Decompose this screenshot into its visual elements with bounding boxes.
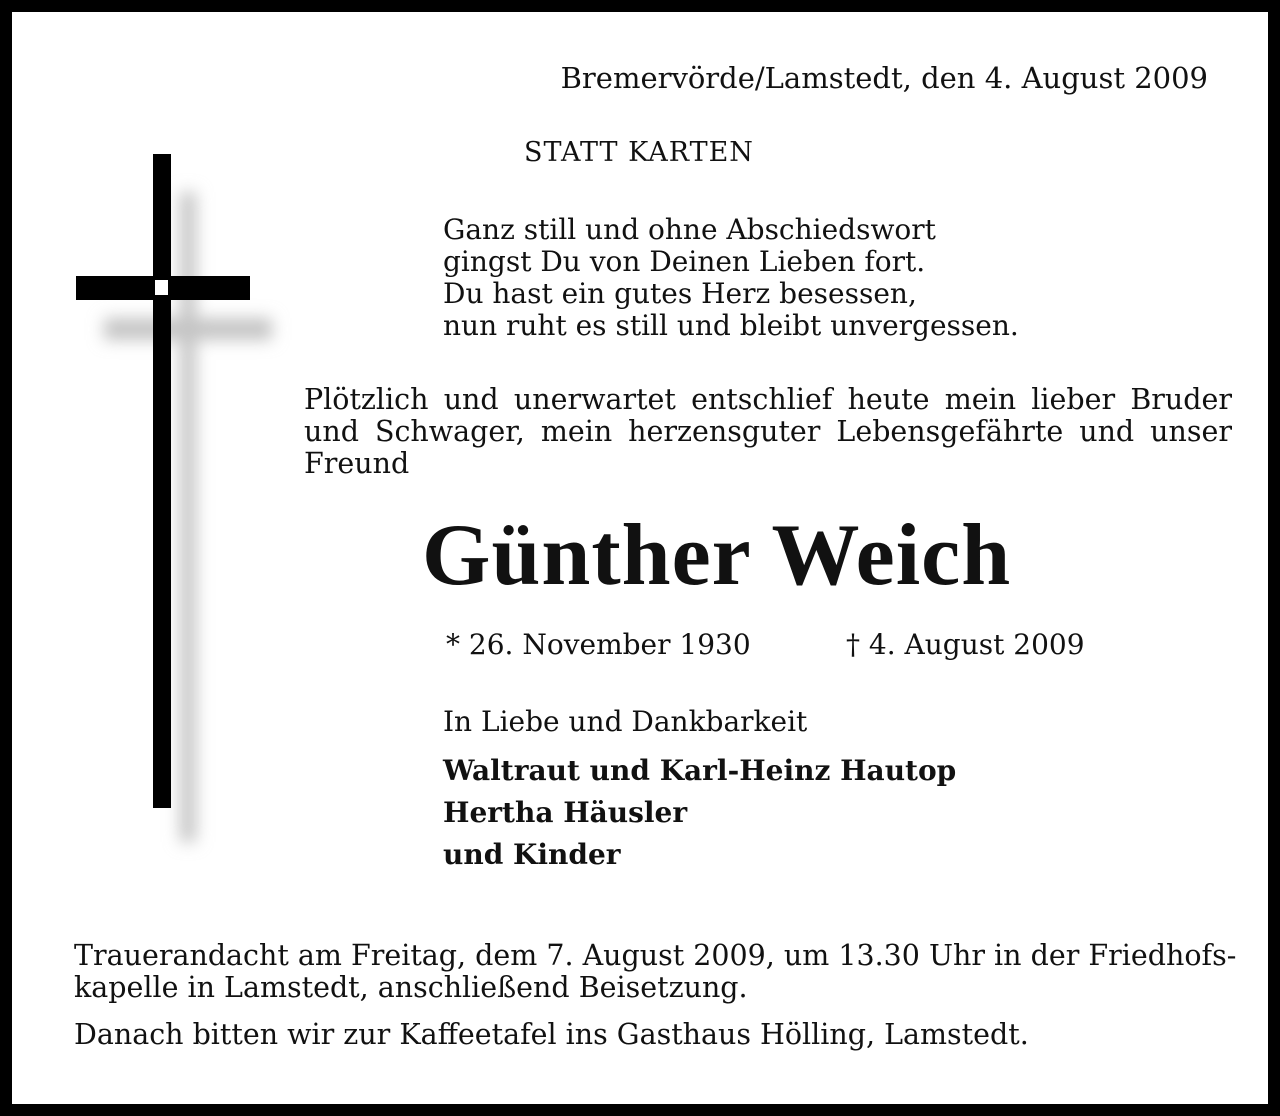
family-signatures: [443, 750, 956, 876]
death-date: † 4. August 2009: [846, 628, 1085, 661]
family-line: Waltraut und Karl-Heinz Hautop: [443, 754, 957, 787]
coffee-info: Danach bitten wir zur Kaffeetafel ins Gasthaus Hölling, Lamstedt.: [74, 1018, 1029, 1051]
birth-date: * 26. November 1930: [446, 628, 751, 661]
poem: [443, 214, 1019, 342]
poem-line: nun ruht es still und bleibt unvergessen.: [443, 309, 1019, 342]
deceased-name: Günther Weich: [422, 507, 1012, 604]
cross-icon: [62, 140, 302, 880]
family-line: und Kinder: [443, 838, 621, 871]
intro-line: und Schwager, mein herzensguter Lebensgefährte und unser: [304, 415, 1232, 448]
service-line: kapelle in Lamstedt, anschließend Beisetzung.: [74, 971, 748, 1004]
family-line: Hertha Häusler: [443, 796, 688, 829]
place-date: Bremervörde/Lamstedt, den 4. August 2009: [560, 61, 1208, 95]
poem-line: gingst Du von Deinen Lieben fort.: [443, 245, 926, 278]
statt-karten: STATT KARTEN: [524, 137, 754, 168]
intro-line: Freund: [304, 447, 410, 480]
poem-line: Ganz still und ohne Abschiedswort: [443, 213, 936, 246]
dedication: In Liebe und Dankbarkeit: [443, 705, 808, 738]
intro-text: [304, 384, 1232, 480]
poem-line: Du hast ein gutes Herz besessen,: [443, 277, 917, 310]
intro-line: Plötzlich und unerwartet entschlief heute mein lieber Bruder: [304, 383, 1232, 416]
service-line: Trauerandacht am Freitag, dem 7. August 2009, um 13.30 Uhr in der Friedhofs-: [74, 939, 1237, 972]
service-info: [74, 939, 1237, 1004]
